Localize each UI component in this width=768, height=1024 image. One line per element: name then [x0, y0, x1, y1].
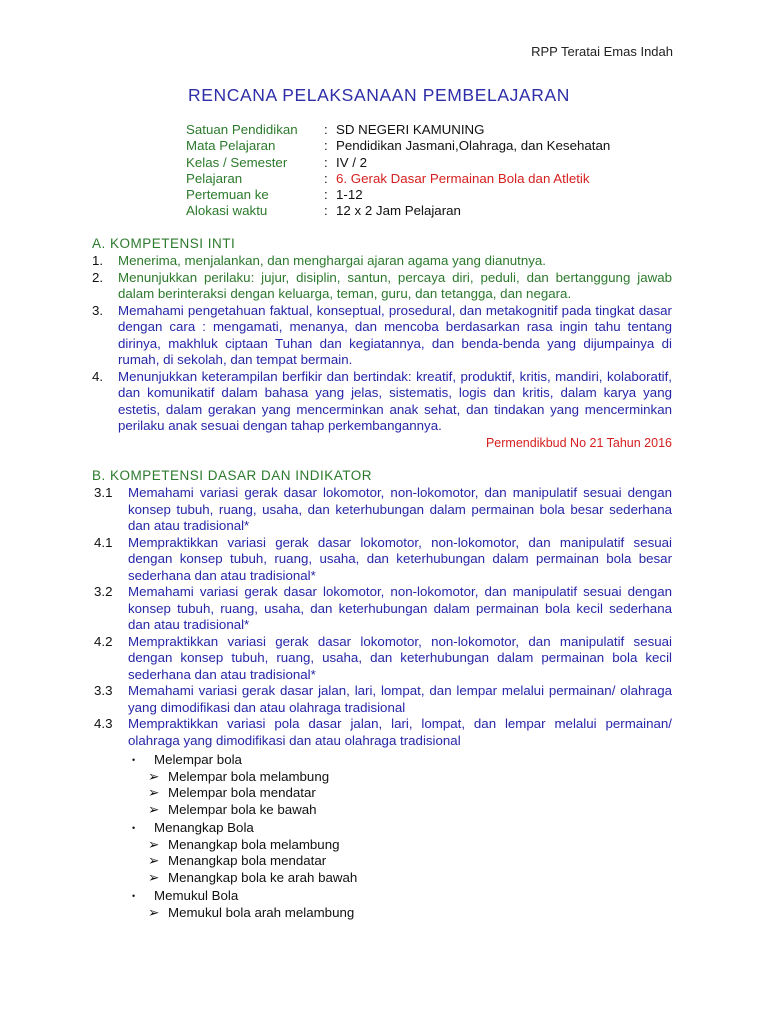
item-number: 1.: [92, 253, 104, 268]
arrow-item-text: Melempar bola ke bawah: [168, 801, 317, 817]
list-item: [94, 716, 672, 749]
bullet-item: [130, 888, 357, 905]
meta-value: SD NEGERI KAMUNING: [336, 122, 485, 137]
item-text: Menunjukkan keterampilan berfikir dan bertindak: kreatif, produktif, kritis, mandiri, kolaboratif, dan komunikatif dalam bahasa yang jelas, sistematis, logis dan kritis, dalam karya yang estetis, dalam gerakan yang mencerminkan anak sehat, dan tindakan yang mencerminkan perilaku anak sesuai dengan tahap perkembangannya.: [118, 368, 672, 433]
item-text: Memahami variasi gerak dasar jalan, lari, lompat, dan lempar melalui permainan/ olahraga yang dimodifikasi dan atau olahraga tradisional: [128, 683, 672, 715]
bullet-icon: •: [132, 823, 136, 833]
item-text: Menerima, menjalankan, dan menghargai ajaran agama yang dianutnya.: [118, 253, 546, 268]
kompetensi-dasar-list: [94, 485, 672, 749]
item-text: Mempraktikkan variasi pola dasar jalan, lari, lompat, dan lempar melalui permainan/ olahraga yang dimodifikasi dan atau olahraga tradisional: [128, 716, 672, 748]
arrow-item-text: Menangkap bola melambung: [168, 836, 340, 852]
arrow-bullet-icon: ➢: [148, 836, 160, 852]
arrow-item-text: Memukul bola arah melambung: [168, 904, 355, 920]
meta-colon: :: [324, 138, 328, 154]
bullet-icon: •: [132, 755, 136, 765]
meta-value: 1-12: [336, 187, 363, 203]
meta-colon: :: [324, 170, 328, 186]
item-number: 3.2: [94, 584, 113, 599]
meta-colon: :: [324, 203, 328, 219]
list-item: [92, 270, 672, 303]
arrow-bullet-icon: ➢: [148, 768, 160, 784]
meta-colon: :: [324, 154, 328, 170]
arrow-item-text: Melempar bola mendatar: [168, 785, 316, 800]
item-number: 4.1: [94, 534, 113, 550]
meta-label: Kelas / Semester: [186, 154, 288, 170]
meta-row: [186, 122, 610, 138]
item-text: Memahami variasi gerak dasar lokomotor, non-lokomotor, dan manipulatif sesuai dengan konsep tubuh, ruang, usaha, dan keterhubungan dalam permainan bola besar sederhana dan atau tradisional*: [128, 485, 672, 533]
arrow-item-text: Menangkap bola mendatar: [168, 853, 327, 868]
meta-row: [186, 203, 610, 219]
item-text: Mempraktikkan variasi gerak dasar lokomotor, non-lokomotor, dan manipulatif sesuai dengan konsep tubuh, ruang, usaha, dan keterhubungan dalam permainan bola besar sederhana dan atau tradisional*: [128, 534, 672, 583]
meta-table: [186, 122, 610, 220]
arrow-item: [130, 837, 357, 854]
document-title: RENCANA PELAKSANAAN PEMBELAJARAN: [188, 85, 570, 105]
arrow-item: [130, 853, 357, 870]
arrow-bullet-icon: ➢: [148, 853, 160, 868]
list-item: [94, 535, 672, 585]
arrow-bullet-icon: ➢: [148, 904, 160, 920]
meta-label: Mata Pelajaran: [186, 138, 276, 154]
arrow-item: [130, 870, 357, 887]
indicator-sub-list: [130, 752, 357, 921]
arrow-bullet-icon: ➢: [148, 801, 160, 817]
arrow-item: [130, 785, 357, 802]
arrow-item-text: Melempar bola melambung: [168, 768, 330, 784]
bullet-icon: •: [132, 891, 136, 901]
meta-row: [186, 187, 610, 203]
arrow-item: [130, 769, 357, 786]
item-number: 4.3: [94, 716, 113, 731]
meta-colon: :: [324, 187, 328, 203]
meta-row: [186, 138, 610, 154]
item-text: Menunjukkan perilaku: jujur, disiplin, santun, percaya diri, peduli, dan bertanggung jawab dalam berinteraksi dengan keluarga, teman, guru, dan tetangga, dan negara.: [118, 269, 672, 301]
item-text: Mempraktikkan variasi gerak dasar lokomotor, non-lokomotor, dan manipulatif sesuai dengan konsep tubuh, ruang, usaha, dan keterhubungan dalam permainan bola kecil sederhana dan atau tradisional*: [128, 633, 672, 682]
item-number: 3.: [92, 302, 104, 318]
bullet-item: [130, 752, 357, 769]
source-citation: Permendikbud No 21 Tahun 2016: [485, 435, 672, 450]
item-number: 4.2: [94, 633, 113, 649]
list-item: [92, 253, 672, 270]
arrow-bullet-icon: ➢: [148, 869, 160, 885]
list-item: [94, 683, 672, 716]
meta-value: 6. Gerak Dasar Permainan Bola dan Atletik: [336, 170, 590, 186]
meta-row: [186, 155, 610, 171]
item-number: 3.1: [94, 485, 113, 500]
bullet-label: Menangkap Bola: [154, 820, 254, 835]
meta-value: IV / 2: [336, 154, 368, 170]
arrow-item: [130, 802, 357, 819]
list-item: [94, 485, 672, 535]
meta-value: Pendidikan Jasmani,Olahraga, dan Kesehatan: [336, 138, 611, 154]
meta-value: 12 x 2 Jam Pelajaran: [336, 203, 461, 219]
meta-colon: :: [324, 122, 328, 137]
list-item: [92, 369, 672, 435]
header-note: RPP Teratai Emas Indah: [531, 44, 673, 59]
meta-label: Pertemuan ke: [186, 187, 269, 203]
list-item: [94, 634, 672, 684]
bullet-item: [130, 820, 357, 837]
item-number: 4.: [92, 368, 104, 384]
bullet-label: Memukul Bola: [154, 888, 239, 903]
meta-label: Alokasi waktu: [186, 203, 268, 219]
item-number: 3.3: [94, 683, 113, 698]
list-item: [92, 303, 672, 369]
arrow-bullet-icon: ➢: [148, 785, 160, 800]
item-text: Memahami variasi gerak dasar lokomotor, non-lokomotor, dan manipulatif sesuai dengan konsep tubuh, ruang, usaha, dan keterhubungan dalam permainan bola kecil sederhana dan atau tradisional*: [128, 584, 672, 632]
list-item: [94, 584, 672, 634]
item-number: 2.: [92, 269, 104, 285]
kompetensi-inti-list: [92, 253, 672, 451]
bullet-label: Melempar bola: [154, 752, 242, 767]
meta-row: [186, 171, 610, 187]
arrow-item-text: Menangkap bola ke arah bawah: [168, 869, 358, 885]
arrow-item: [130, 905, 357, 922]
meta-label: Satuan Pendidikan: [186, 122, 298, 137]
meta-label: Pelajaran: [186, 170, 243, 186]
item-text: Memahami pengetahuan faktual, konseptual, prosedural, dan metakognitif pada tingkat dasar dengan cara : mengamati, menanya, dan mencoba berdasarkan rasa ingin tahu tentang dirinya, makhluk ciptaan Tuhan dan kegiatannya, dan benda-benda yang dijumpainya di rumah, di sekolah, dan tempat bermain.: [118, 302, 672, 367]
section-title-kompetensi-dasar: B. KOMPETENSI DASAR DAN INDIKATOR: [92, 468, 373, 483]
section-title-kompetensi-inti: A. KOMPETENSI INTI: [92, 236, 236, 251]
